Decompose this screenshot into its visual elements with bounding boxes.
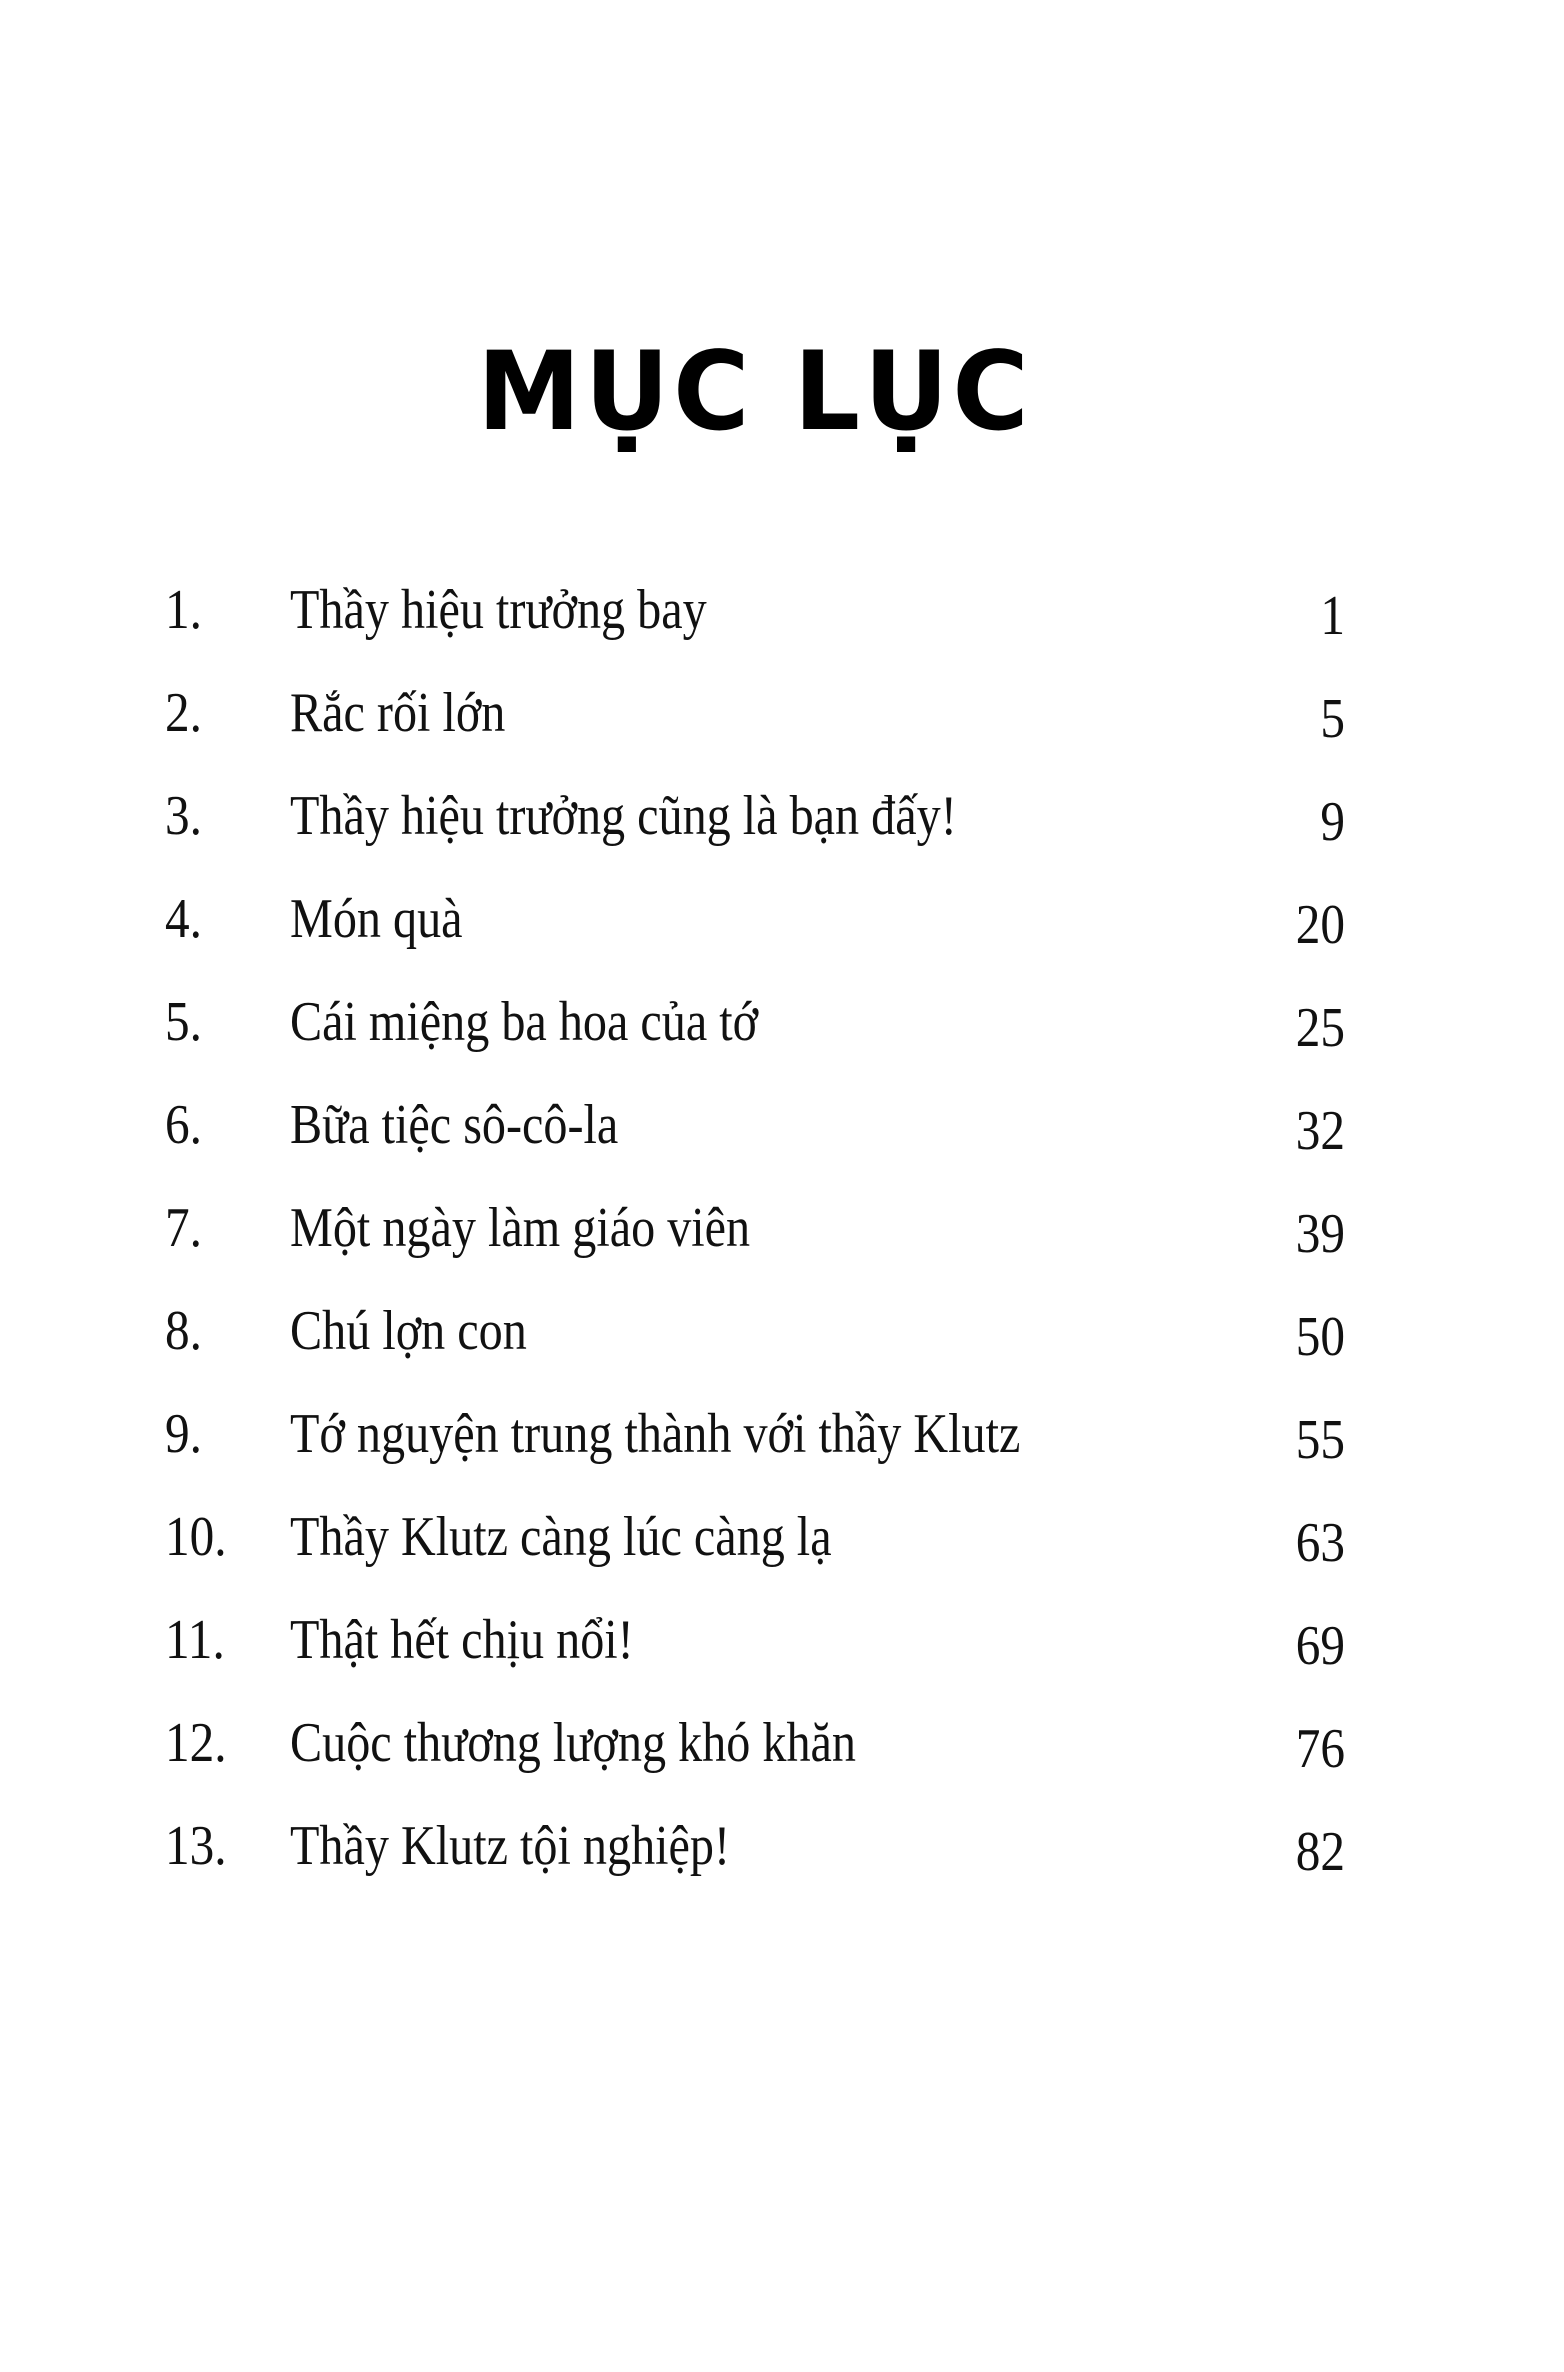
chapter-number: 9.	[165, 1403, 202, 1465]
chapter-title: Rắc rối lớn	[290, 682, 506, 744]
chapter-number: 1.	[165, 579, 202, 641]
table-of-contents	[165, 570, 1345, 1909]
page-number: 82	[1295, 1821, 1345, 1883]
toc-entry	[165, 1188, 1345, 1291]
chapter-number: 11.	[165, 1609, 225, 1671]
chapter-number: 3.	[165, 785, 202, 847]
chapter-number: 12.	[165, 1712, 227, 1774]
page-number: 5	[1320, 688, 1345, 750]
toc-entry	[165, 1291, 1345, 1394]
page-number: 55	[1295, 1409, 1345, 1471]
chapter-number: 8.	[165, 1300, 202, 1362]
chapter-number: 2.	[165, 682, 202, 744]
page-number: 63	[1295, 1512, 1345, 1574]
chapter-title: Thầy Klutz tội nghiệp!	[290, 1815, 731, 1877]
toc-entry	[165, 982, 1345, 1085]
page-number: 1	[1320, 585, 1345, 647]
page-number: 25	[1295, 997, 1345, 1059]
page-title: MỤC LỤC	[477, 326, 1033, 456]
chapter-title: Một ngày làm giáo viên	[290, 1197, 751, 1259]
toc-entry	[165, 1806, 1345, 1909]
chapter-title: Thầy hiệu trưởng bay	[290, 579, 707, 641]
page-number: 76	[1295, 1718, 1345, 1780]
chapter-title: Cuộc thương lượng khó khăn	[290, 1712, 856, 1774]
page-number: 9	[1320, 791, 1345, 853]
toc-entry	[165, 570, 1345, 673]
toc-entry	[165, 1600, 1345, 1703]
chapter-number: 7.	[165, 1197, 202, 1259]
toc-entry	[165, 879, 1345, 982]
page-number: 20	[1295, 894, 1345, 956]
chapter-title: Bữa tiệc sô-cô-la	[290, 1094, 619, 1156]
page-number: 39	[1295, 1203, 1345, 1265]
chapter-number: 13.	[165, 1815, 227, 1877]
chapter-title: Thầy hiệu trưởng cũng là bạn đấy!	[290, 785, 957, 847]
toc-entry	[165, 1394, 1345, 1497]
chapter-title: Thầy Klutz càng lúc càng lạ	[290, 1506, 832, 1568]
chapter-number: 5.	[165, 991, 202, 1053]
chapter-title: Món quà	[290, 888, 463, 950]
toc-entry	[165, 1085, 1345, 1188]
chapter-number: 10.	[165, 1506, 227, 1568]
toc-entry	[165, 1497, 1345, 1600]
chapter-title: Thật hết chịu nổi!	[290, 1609, 634, 1671]
page-number: 50	[1295, 1306, 1345, 1368]
toc-entry	[165, 776, 1345, 879]
toc-entry	[165, 1703, 1345, 1806]
chapter-number: 6.	[165, 1094, 202, 1156]
page-number: 69	[1295, 1615, 1345, 1677]
chapter-number: 4.	[165, 888, 202, 950]
chapter-title: Cái miệng ba hoa của tớ	[290, 991, 759, 1053]
page-number: 32	[1295, 1100, 1345, 1162]
toc-entry	[165, 673, 1345, 776]
chapter-title: Tớ nguyện trung thành với thầy Klutz	[290, 1403, 1021, 1465]
chapter-title: Chú lợn con	[290, 1300, 527, 1362]
